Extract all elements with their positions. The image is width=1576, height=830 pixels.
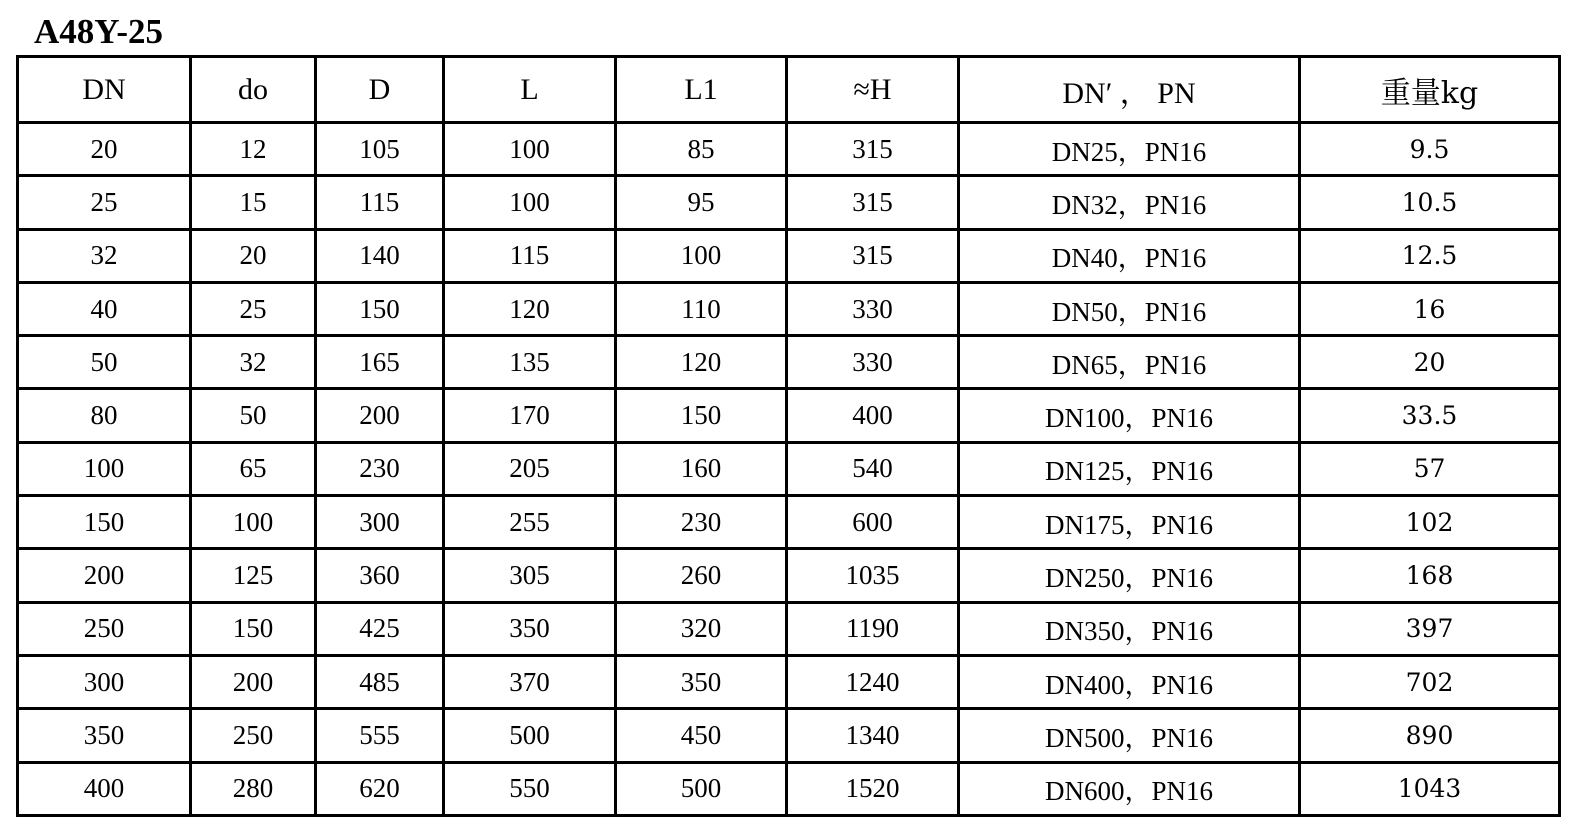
cell-l: 135 [444,336,616,389]
cell-dn-pn: DN100，PN16 [959,389,1300,442]
cell-d: 360 [316,549,444,602]
cell-h: 315 [787,123,959,176]
cell-d: 165 [316,336,444,389]
table-row [18,229,1560,282]
cell-h: 1035 [787,549,959,602]
cell-d: 105 [316,123,444,176]
cell-weight: 168 [1300,549,1560,602]
cell-l1: 85 [616,123,787,176]
cell-weight: 10.5 [1300,176,1560,229]
table-row [18,496,1560,549]
cell-h: 315 [787,229,959,282]
cell-dn-pn: DN65，PN16 [959,336,1300,389]
cell-dn-pn: DN600，PN16 [959,762,1300,815]
cell-l1: 100 [616,229,787,282]
table-row [18,123,1560,176]
cell-do: 280 [191,762,316,815]
cell-dn: 32 [18,229,191,282]
table-row [18,282,1560,335]
cell-d: 230 [316,442,444,495]
cell-dn: 20 [18,123,191,176]
cell-weight: 33.5 [1300,389,1560,442]
cell-l1: 95 [616,176,787,229]
cell-weight: 9.5 [1300,123,1560,176]
cell-weight: 702 [1300,655,1560,708]
cell-do: 20 [191,229,316,282]
cell-do: 32 [191,336,316,389]
cell-d: 150 [316,282,444,335]
table-row [18,336,1560,389]
header-weight: 重量kg [1300,57,1560,123]
cell-dn-pn: DN250，PN16 [959,549,1300,602]
cell-do: 100 [191,496,316,549]
cell-l1: 160 [616,442,787,495]
table-header-row [18,57,1560,123]
table-body [18,123,1560,816]
cell-weight: 20 [1300,336,1560,389]
cell-d: 620 [316,762,444,815]
cell-dn-pn: DN400，PN16 [959,655,1300,708]
cell-dn: 200 [18,549,191,602]
cell-h: 1340 [787,709,959,762]
cell-do: 50 [191,389,316,442]
table-row [18,655,1560,708]
cell-l: 205 [444,442,616,495]
cell-l1: 230 [616,496,787,549]
cell-l: 255 [444,496,616,549]
spec-table [16,55,1561,817]
cell-h: 330 [787,336,959,389]
cell-l: 500 [444,709,616,762]
cell-dn: 350 [18,709,191,762]
table-row [18,389,1560,442]
cell-weight: 890 [1300,709,1560,762]
table-row [18,602,1560,655]
cell-d: 300 [316,496,444,549]
cell-dn-pn: DN350，PN16 [959,602,1300,655]
cell-l: 305 [444,549,616,602]
table-row [18,549,1560,602]
cell-dn: 150 [18,496,191,549]
cell-do: 12 [191,123,316,176]
cell-h: 1190 [787,602,959,655]
cell-weight: 102 [1300,496,1560,549]
cell-dn: 40 [18,282,191,335]
header-l1: L1 [616,57,787,123]
header-l: L [444,57,616,123]
cell-do: 25 [191,282,316,335]
cell-weight: 1043 [1300,762,1560,815]
cell-dn-pn: DN175，PN16 [959,496,1300,549]
cell-weight: 16 [1300,282,1560,335]
cell-l1: 110 [616,282,787,335]
cell-l1: 320 [616,602,787,655]
cell-l1: 120 [616,336,787,389]
cell-d: 115 [316,176,444,229]
cell-dn: 25 [18,176,191,229]
header-dn: DN [18,57,191,123]
cell-l: 100 [444,176,616,229]
header-d: D [316,57,444,123]
cell-do: 150 [191,602,316,655]
cell-dn: 400 [18,762,191,815]
cell-dn: 300 [18,655,191,708]
cell-dn: 100 [18,442,191,495]
table-row [18,709,1560,762]
cell-l: 350 [444,602,616,655]
cell-dn-pn: DN50，PN16 [959,282,1300,335]
page-title: A48Y-25 [34,12,163,51]
cell-d: 200 [316,389,444,442]
cell-d: 555 [316,709,444,762]
cell-do: 125 [191,549,316,602]
cell-l: 370 [444,655,616,708]
cell-l: 550 [444,762,616,815]
table-row [18,442,1560,495]
cell-do: 200 [191,655,316,708]
cell-l1: 150 [616,389,787,442]
cell-dn: 250 [18,602,191,655]
cell-dn: 80 [18,389,191,442]
cell-h: 315 [787,176,959,229]
cell-l1: 350 [616,655,787,708]
cell-d: 485 [316,655,444,708]
cell-l: 120 [444,282,616,335]
cell-h: 1240 [787,655,959,708]
cell-h: 1520 [787,762,959,815]
cell-l: 170 [444,389,616,442]
header-h: ≈H [787,57,959,123]
table-row [18,176,1560,229]
cell-dn-pn: DN500，PN16 [959,709,1300,762]
cell-l: 100 [444,123,616,176]
cell-l: 115 [444,229,616,282]
cell-h: 330 [787,282,959,335]
cell-do: 65 [191,442,316,495]
cell-do: 250 [191,709,316,762]
cell-weight: 12.5 [1300,229,1560,282]
header-do: do [191,57,316,123]
cell-l1: 500 [616,762,787,815]
cell-d: 425 [316,602,444,655]
cell-h: 600 [787,496,959,549]
cell-dn-pn: DN25，PN16 [959,123,1300,176]
cell-dn-pn: DN125，PN16 [959,442,1300,495]
cell-h: 400 [787,389,959,442]
header-dn-pn: DN′ ， PN [959,57,1300,123]
cell-weight: 397 [1300,602,1560,655]
cell-weight: 57 [1300,442,1560,495]
table-row [18,762,1560,815]
cell-d: 140 [316,229,444,282]
cell-dn-pn: DN32，PN16 [959,176,1300,229]
cell-dn: 50 [18,336,191,389]
cell-l1: 450 [616,709,787,762]
cell-h: 540 [787,442,959,495]
cell-l1: 260 [616,549,787,602]
cell-do: 15 [191,176,316,229]
cell-dn-pn: DN40，PN16 [959,229,1300,282]
